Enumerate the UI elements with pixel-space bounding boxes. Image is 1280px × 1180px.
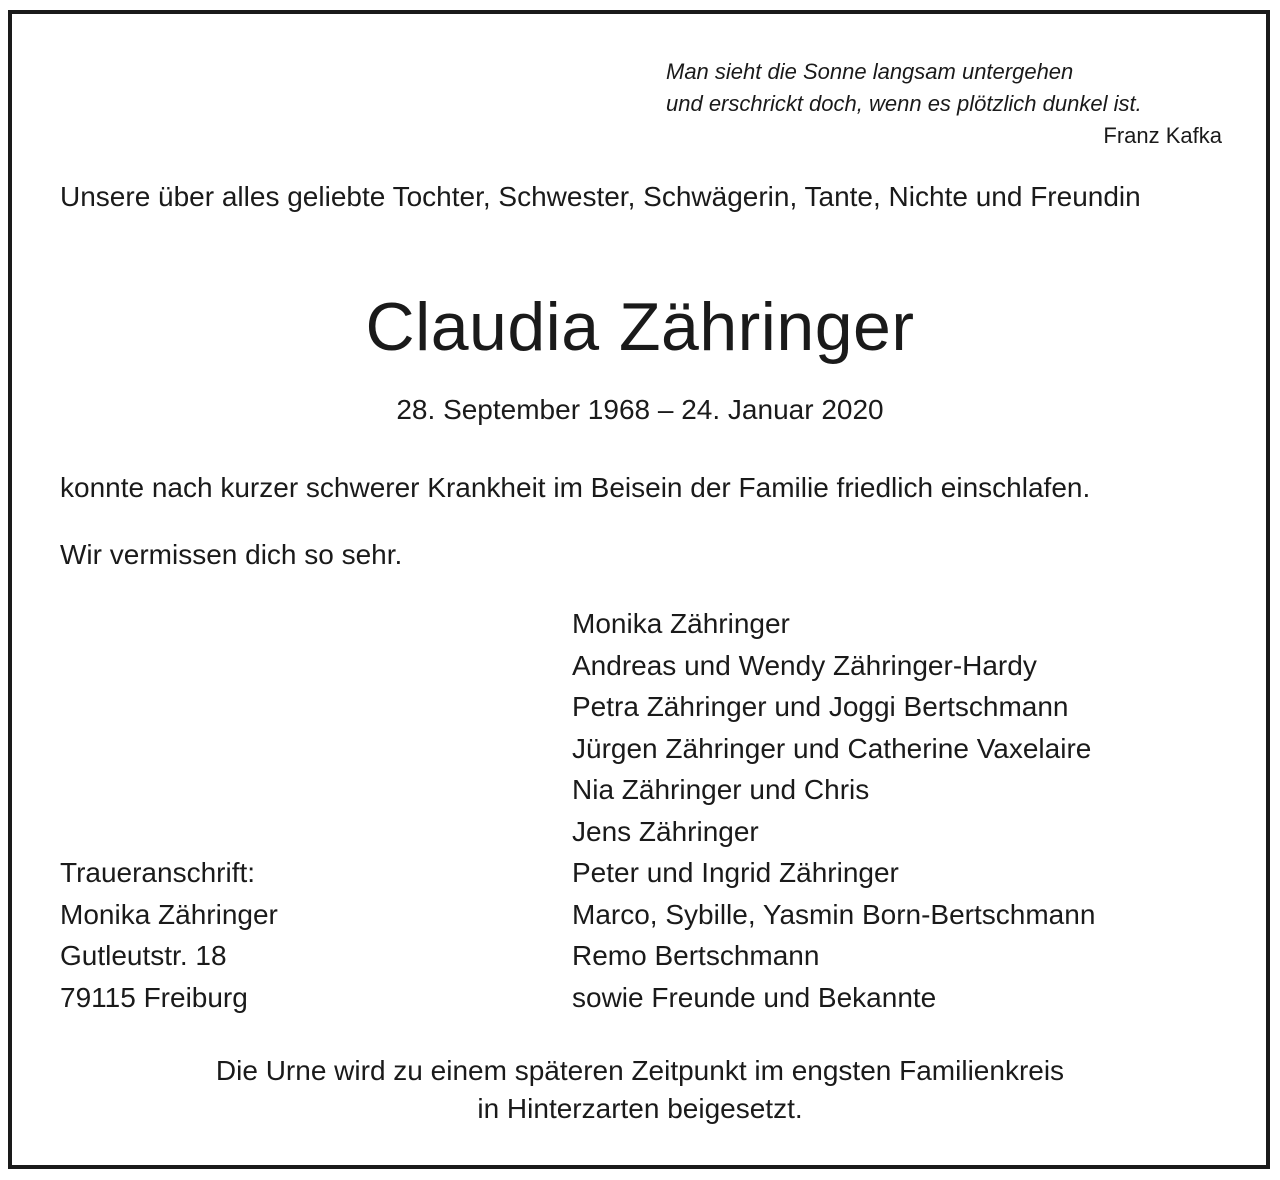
burial-notice-line-2: in Hinterzarten beigesetzt. (477, 1093, 803, 1124)
mourner: Peter und Ingrid Zähringer (572, 857, 899, 888)
burial-notice (0, 1052, 1280, 1128)
quote-author: Franz Kafka (1103, 123, 1222, 148)
mourner: Nia Zähringer und Chris (572, 774, 870, 805)
quote-line-2: und erschrickt doch, wenn es plötzlich dunkel ist. (666, 91, 1142, 116)
statement-text: konnte nach kurzer schwerer Krankheit im Beisein der Familie friedlich einschlafen. (60, 472, 1091, 503)
intro-text: Unsere über alles geliebte Tochter, Schwester, Schwägerin, Tante, Nichte und Freundin (60, 181, 1141, 212)
address-street: Gutleutstr. 18 (60, 940, 227, 971)
epigraph-quote (666, 56, 1222, 152)
deceased-name: Claudia Zähringer (365, 289, 915, 365)
burial-notice-line-1: Die Urne wird zu einem späteren Zeitpunkt im engsten Familienkreis (215, 1055, 1065, 1086)
mourner: Jens Zähringer (572, 815, 759, 847)
mourner: Jürgen Zähringer und Catherine Vaxelaire (572, 732, 1092, 764)
mourner: sowie Freunde und Bekannte (572, 981, 937, 1013)
mourner: Marco, Sybille, Yasmin Born-Bertschmann (572, 898, 1096, 930)
mourner: Petra Zähringer und Joggi Bertschmann (572, 691, 1069, 722)
mourner: Remo Bertschmann (572, 940, 820, 971)
mourners-list (572, 603, 1095, 1018)
quote-line-1: Man sieht die Sonne langsam untergehen (666, 59, 1074, 84)
mourning-address (60, 852, 278, 1018)
mourner: Andreas und Wendy Zähringer-Hardy (572, 649, 1037, 681)
farewell-text: Wir vermissen dich so sehr. (60, 539, 403, 570)
life-dates: 28. September 1968 – 24. Januar 2020 (396, 394, 884, 425)
mourner: Monika Zähringer (572, 608, 790, 639)
address-name: Monika Zähringer (60, 898, 278, 930)
address-label: Traueranschrift: (60, 857, 256, 888)
address-city: 79115 Freiburg (60, 981, 248, 1013)
